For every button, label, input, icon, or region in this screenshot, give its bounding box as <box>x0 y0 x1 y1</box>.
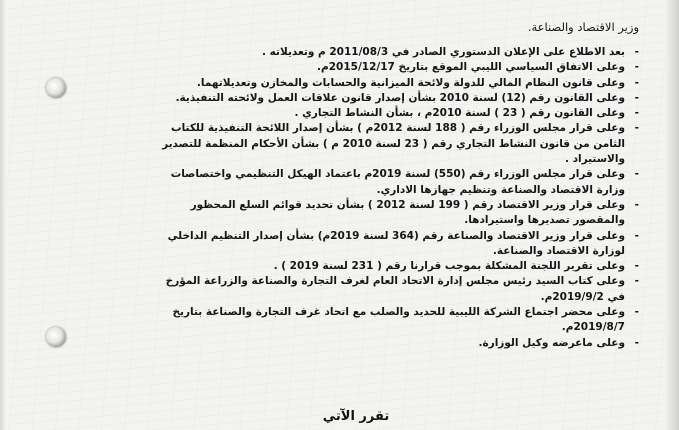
punch-hole-icon <box>46 327 66 347</box>
decision-title: تقرر الآتي <box>322 409 390 424</box>
preamble-clause: - وعلى كتاب السيد رئيس مجلس إدارة الاتحاد العام لغرف التجارة والصناعة والزراعة المؤرخ في 2019/9/2م. <box>159 274 639 305</box>
preamble-clause: - وعلى قرار مجلس الوزراء رقم (550) لسنة 2019م باعتماد الهيكل التنظيمي واختصاصات وزارة الاقتصاد والصناعة وتنظيم جهازها الاداري. <box>159 167 639 198</box>
preamble-clause: - وعلى القانون رقم ( 23 ) لسنة 2010م ، بشأن النشاط التجاري . <box>159 106 639 121</box>
preamble-clause: - وعلى قرار وزير الاقتصاد والصناعة رقم (364 لسنة 2019م) بشأن إصدار التنظيم الداخلي لوزارة الاقتصاد والصناعة. <box>159 229 639 260</box>
preamble-clause: - وعلى قرار وزير الاقتصاد رقم ( 199 لسنة 2012 ) بشأن تحديد قوائم السلع المحظور والمقصور تصديرها واستيرادها. <box>159 198 639 229</box>
scan-edge-right <box>665 0 679 430</box>
preamble-clause: - وعلى الاتفاق السياسي الليبي الموقع بتاريخ 2015/12/17م. <box>159 60 639 75</box>
preamble-clause: - وعلى ماعرضه وكيل الوزارة. <box>159 336 639 351</box>
preamble-clause: - وعلى محضر اجتماع الشركة الليبية للحديد والصلب مع اتحاد غرف التجارة والصناعة بتاريخ 2019/8/7م. <box>159 305 639 336</box>
document-body <box>159 20 639 351</box>
preamble-clause: - وعلى قرار مجلس الوزراء رقم ( 188 لسنة 2012م ) بشأن إصدار اللائحة التنفيذية للكتاب الثامن من قانون النشاط التجاري رقم ( 23 لسنة 2010 م ) بشأن الأحكام المنظمة للتصدير والاستيراد . <box>159 121 639 167</box>
preamble-clause: - وعلى تقرير اللجنة المشكلة بموجب قرارنا رقم ( 231 لسنة 2019 ) . <box>159 259 639 274</box>
scan-edge-left <box>0 0 6 430</box>
issuer-heading: وزير الاقتصاد والصناعة. <box>527 20 639 34</box>
punch-hole-icon <box>46 78 66 98</box>
preamble-clause: - وعلى قانون النظام المالي للدولة ولائحة الميزانية والحسابات والمخازن وتعديلاتهما. <box>159 76 639 91</box>
preamble-clause: - وعلى القانون رقم (12) لسنة 2010 بشأن إصدار قانون علاقات العمل ولائحته التنفيذية. <box>159 91 639 106</box>
preamble-clause: - بعد الاطلاع على الإعلان الدستوري الصادر في 2011/08/3 م وتعديلاته . <box>159 45 639 60</box>
preamble-clauses <box>159 45 639 351</box>
